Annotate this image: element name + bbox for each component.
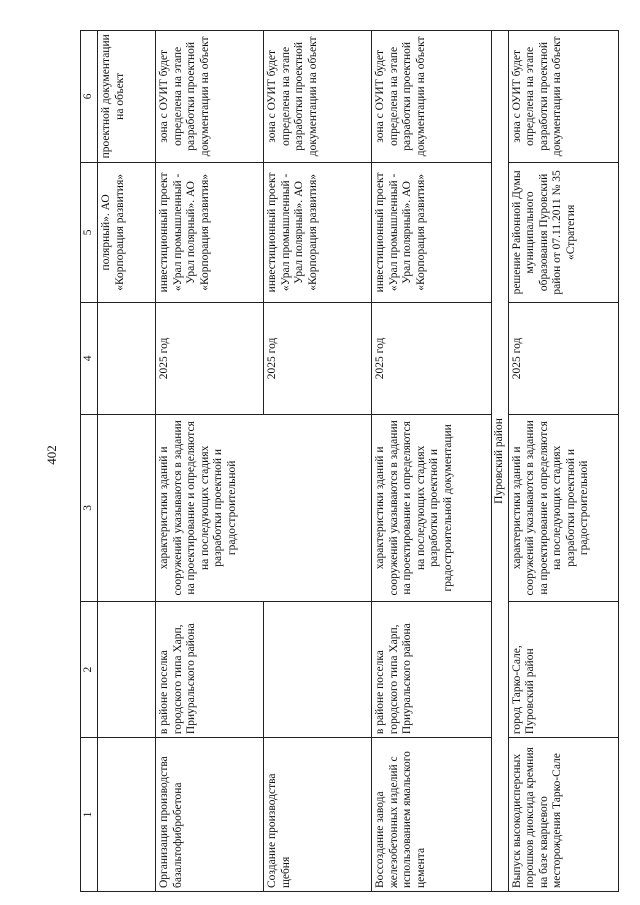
header-cell: 6 (81, 31, 98, 163)
table-row (508, 31, 618, 892)
cell-year: 2025 год (156, 303, 264, 415)
cell-zone: зона с ОУИТ будет определена на этапе разработки проектной документации на объект (372, 31, 492, 163)
table-row (372, 31, 492, 892)
cell-zone: зона с ОУИТ будет определена на этапе разработки проектной документации на объект (264, 31, 372, 163)
cell-basis: инвестиционный проект «Урал промышленный - Урал полярный». АО «Корпорация развития» (264, 162, 372, 303)
rotated-content (80, 30, 620, 892)
header-cell: 3 (81, 414, 98, 601)
cell-name: Организация производства базальтофибробетона (156, 738, 264, 892)
cell-basis: инвестиционный проект «Урал промышленный - Урал полярный». АО «Корпорация развития» (156, 162, 264, 303)
cell-year (98, 303, 156, 415)
cell-name (98, 738, 156, 892)
cell-year: 2025 год (264, 303, 372, 415)
cell-basis: полярный». АО «Корпорация развития» (98, 162, 156, 303)
region-row (492, 31, 509, 892)
cell-zone: зона с ОУИТ будет определена на этапе разработки проектной документации на объект (508, 31, 618, 163)
cell-location: город Тарко-Сале, Пуровский район (508, 602, 618, 738)
header-cell: 2 (81, 602, 98, 738)
header-cell: 5 (81, 162, 98, 303)
cell-name: Выпуск высокодисперсных порошков диоксида кремния на базе кварцевого месторождения Тарко-Сале (508, 738, 618, 892)
page-number: 402 (44, 445, 59, 465)
cell-year: 2025 год (508, 303, 618, 415)
cell-name: Воссоздание завода железобетонных изделий с использованием ямальского цемента (372, 738, 492, 892)
cell-characteristics: характеристики зданий и сооружений указываются в задании на проектирование и определяются на последующих стадиях разработки проектной и градостроительной (156, 414, 372, 601)
region-label: Пуровский район (492, 31, 509, 892)
cell-characteristics (98, 414, 156, 601)
table-row (156, 31, 264, 892)
cell-location: в районе поселка городского типа Харп, Приуральского района (372, 602, 492, 738)
cell-basis: решение Районной Думы муниципального образования Пуровский район от 07.11.2011 № 35 «Стратегия (508, 162, 618, 303)
cell-zone: зона с ОУИТ будет определена на этапе разработки проектной документации на объект (156, 31, 264, 163)
cell-location (98, 602, 156, 738)
cell-basis: инвестиционный проект «Урал промышленный - Урал полярный». АО «Корпорация развития» (372, 162, 492, 303)
cell-name: Создание производства щебня (264, 738, 372, 892)
header-cell: 4 (81, 303, 98, 415)
rotated-sheet (80, 30, 620, 892)
cell-year: 2025 год (372, 303, 492, 415)
table-row (98, 31, 156, 892)
cell-characteristics: характеристики зданий и сооружений указываются в задании на проектирование и определяются на последующих стадиях разработки проектной и градостроительной документации (372, 414, 492, 601)
cell-location (264, 602, 372, 738)
cell-zone: проектной документации на объект (98, 31, 156, 163)
cell-location: в районе поселка городского типа Харп, Приуральского района (156, 602, 264, 738)
header-cell: 1 (81, 738, 98, 892)
header-row (81, 31, 98, 892)
data-table (80, 30, 619, 892)
cell-characteristics: характеристики зданий и сооружений указываются в задании на проектирование и определяются на последующих стадиях разработки проектной и градостроительной (508, 414, 618, 601)
